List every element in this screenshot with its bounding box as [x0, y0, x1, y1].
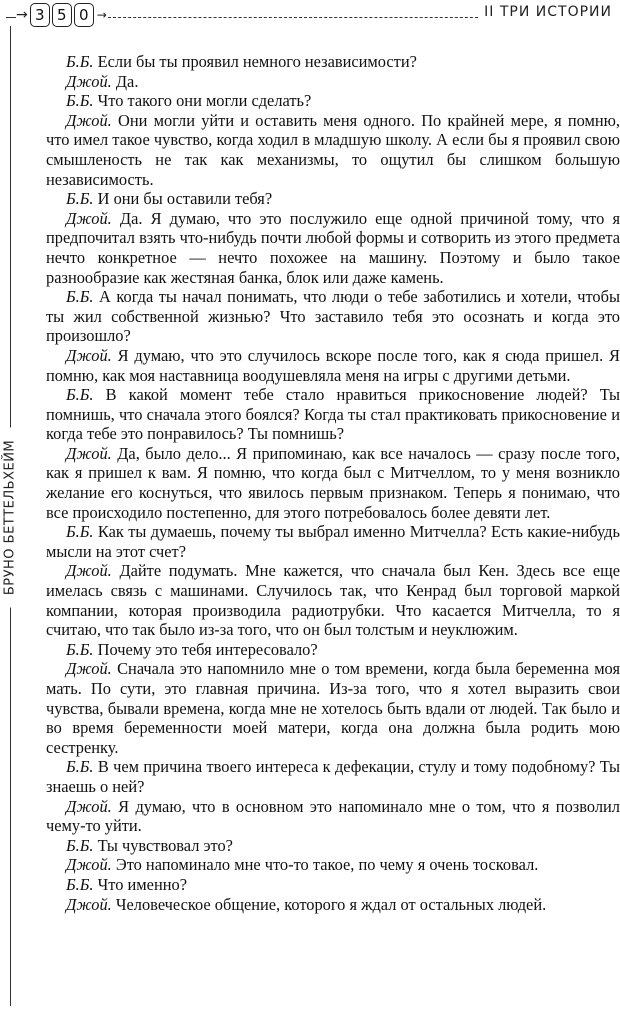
speaker-label: Джой.: [66, 345, 112, 365]
speaker-label: Б.Б.: [66, 189, 94, 209]
speaker-label: Джой.: [66, 796, 112, 816]
speaker-label: Джой.: [66, 110, 112, 130]
side-author: БРУНО БЕТТЕЛЬХЕЙМ: [3, 428, 18, 608]
dialogue-text-line: Человеческое общение, которого я ждал от остальных людей.: [115, 894, 547, 914]
speaker-label: Б.Б.: [66, 91, 94, 111]
dialogue-line: [46, 895, 620, 915]
speaker-label: Б.Б.: [66, 757, 94, 777]
dialogue-line: [46, 836, 620, 856]
speaker-label: Джой.: [66, 443, 112, 463]
dialogue-text-line: Да, было дело... Я припоминаю, как все началось — сразу после того, как я пришел к вам. Я помню, что когда был с Митчеллом, то у меня возникло желание его коснуться, что явилось первым признаком. Теперь я понимаю, что все происходило постепенно, для этого потребовалось более девяти лет.: [46, 443, 620, 522]
speaker-label: Джой.: [66, 71, 112, 91]
dialogue-text-line: Я думаю, что это случилось вскоре после того, как я сюда пришел. Я помню, как моя наставница воодушевляла меня на игры с другими детьми.: [46, 345, 620, 385]
dialogue-text-line: Да.: [115, 71, 139, 91]
dialogue-line: [46, 640, 620, 660]
dialogue-line: [46, 111, 620, 189]
dialogue-line: [46, 189, 620, 209]
page-number-digit: 0: [74, 3, 94, 27]
page-number: [16, 3, 107, 27]
dialogue-line: [46, 659, 620, 757]
page-number-digit: 5: [52, 3, 72, 27]
speaker-label: Джой.: [66, 894, 112, 914]
speaker-label: Джой.: [66, 561, 112, 581]
dialogue-text-line: Да. Я думаю, что это послужило еще одной причиной тому, что я предпочитал взять что-нибудь почти любой формы и сотворить из этого предмета нечто конкретное — нечто похожее на машину. Поэтому и было такое разнообразие как жестяная банка, блок или даже камень.: [46, 208, 620, 287]
speaker-label: Б.Б.: [66, 639, 94, 659]
dialogue-text-line: Почему это тебя интересовало?: [97, 639, 318, 659]
dialogue-line: [46, 855, 620, 875]
dialogue-line: [46, 287, 620, 346]
speaker-label: Б.Б.: [66, 874, 94, 894]
dialogue-text-line: Я думаю, что в основном это напоминало мне о том, что я позволил чему-то уйти.: [46, 796, 620, 836]
dialogue-line: [46, 52, 620, 72]
dialogue-line: [46, 444, 620, 522]
speaker-label: Б.Б.: [66, 385, 94, 405]
dialogue-line: [46, 385, 620, 444]
arrow-right-icon: →: [16, 7, 28, 23]
dialogue-text-line: Как ты думаешь, почему ты выбрал именно Митчелла? Есть какие-нибудь мысли на этот счет?: [46, 522, 620, 561]
dialogue-line: [46, 346, 620, 385]
dialogue-text-line: И они бы оставили тебя?: [97, 189, 273, 209]
page-number-digit: 3: [30, 3, 50, 27]
dialogue-text-line: В какой момент тебе стало нравиться прикосновение людей? Ты помнишь, что сначала этого боялся? Когда ты стал практиковать прикосновение и когда тебе это понравилось? Ты помнишь?: [46, 385, 620, 444]
speaker-label: Б.Б.: [66, 835, 94, 855]
dialogue-line: [46, 797, 620, 836]
dialogue-line: [46, 561, 620, 639]
dialogue-text-line: В чем причина твоего интереса к дефекации, стулу и тому подобному? Ты знаешь о ней?: [46, 757, 620, 796]
dialogue-text-line: Ты чувствовал это?: [97, 835, 233, 855]
dialogue-text: [46, 52, 620, 914]
speaker-label: Джой.: [66, 659, 112, 679]
dialogue-text-line: Дайте подумать. Мне кажется, что сначала был Кен. Здесь все еще имелась связь с машинами. Случилось так, что Кенрад был торговой маркой компании, которая производила радиотрубки. Что касается Митчелла, то я считаю, что так было из-за того, что он был толстым и неуклюжим.: [46, 561, 620, 640]
running-title: II ТРИ ИСТОРИИ: [478, 4, 612, 20]
dialogue-line: [46, 209, 620, 287]
dialogue-line: [46, 91, 620, 111]
speaker-label: Б.Б.: [66, 52, 94, 71]
dialogue-line: [46, 72, 620, 92]
speaker-label: Джой.: [66, 855, 112, 875]
dialogue-text-line: Что именно?: [97, 874, 187, 894]
dialogue-text-line: Что такого они могли сделать?: [97, 91, 312, 111]
speaker-label: Б.Б.: [66, 287, 94, 307]
header-rule: [108, 17, 488, 18]
dialogue-text-line: Сначала это напомнило мне о том времени, когда была беременна моя мать. По сути, это главная причина. Из-за того, что я хотел выразить свои чувства, бывали времена, когда мне не хотелось быть вдали от людей. Так было и во время беременности моей матери, когда она должна была родить мою сестренку.: [46, 659, 620, 757]
arrow-right-icon: →: [96, 8, 107, 22]
dialogue-line: [46, 522, 620, 561]
dialogue-text-line: Если бы ты проявил немного независимости?: [97, 52, 417, 71]
dialogue-text-line: А когда ты начал понимать, что люди о тебе заботились и хотели, чтобы ты жил собственной жизнью? Что заставило тебя это осознать и когда это произошло?: [46, 287, 620, 346]
speaker-label: Б.Б.: [66, 522, 94, 542]
speaker-label: Джой.: [66, 208, 112, 228]
dialogue-text-line: Это напоминало мне что-то такое, по чему я очень тосковал.: [115, 855, 539, 875]
header-rule-left: [6, 17, 16, 18]
dialogue-line: [46, 757, 620, 796]
dialogue-line: [46, 875, 620, 895]
dialogue-text-line: Они могли уйти и оставить меня одного. По крайней мере, я помню, что имел такое чувство, когда ходил в младшую школу. А если бы я проявил свою смышленость не так как механизмы, то ощутил бы слишком большую независимость.: [46, 110, 620, 189]
